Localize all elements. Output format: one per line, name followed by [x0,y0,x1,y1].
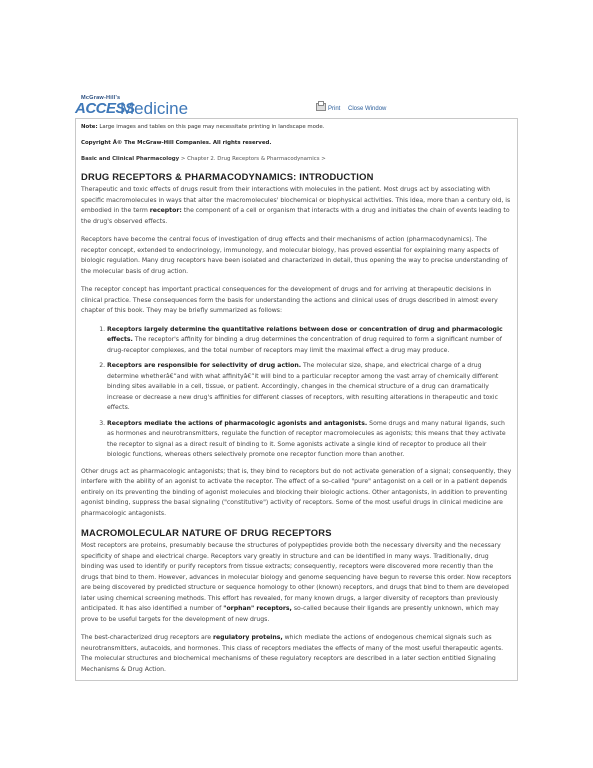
paragraph [81,541,512,625]
paragraph-text: which mediate the actions of endogenous chemical signals such as neurotransmitters, autacoids, and hormones. This class of receptors mediates the effects of many of the most useful therapeutic agents. The molecular structures and biochemical mechanisms of these regulatory receptors are described in a later section entitled Signaling Mechanisms & Drug Action. [81,634,504,673]
paragraph-text: The best-characterized drug receptors are [81,634,213,641]
list-item-text: The receptor's affinity for binding a drug determines the concentration of drug required to form a significant number of drug-receptor complexes, and the total number of receptors may limit the maximal effect a drug may produce. [107,336,502,354]
term-regulatory-proteins: regulatory proteins, [212,634,283,641]
list-item-heading: Receptors largely determine the quantitative relations between dose or concentration of drug and pharmacologic effects. [107,325,503,343]
close-window-link[interactable]: Close Window [348,106,387,112]
section-heading-introduction: DRUG RECEPTORS & PHARMACODYNAMICS: INTRODUCTION [81,171,374,182]
logo-medicine-text: Medicine [120,99,189,118]
printer-icon[interactable] [316,103,326,111]
toolbar [316,103,386,112]
paragraph-text: so-called because their ligands are presently unknown, which may prove to be useful targets for the development of new drugs. [81,605,499,623]
print-link[interactable]: Print [328,106,341,112]
breadcrumb-separator: > [319,156,326,162]
list-item-heading: Receptors are responsible for selectivity of drug action. [107,362,302,369]
page-header [75,96,518,118]
list-item [107,325,512,357]
section-heading-macromolecular: MACROMOLECULAR NATURE OF DRUG RECEPTORS [81,527,332,538]
copyright-notice [81,139,512,147]
list-item [107,361,512,414]
list-item-heading: Receptors mediate the actions of pharmacologic agonists and antagonists. [107,419,368,427]
list-item-text: The molecular size, shape, and electrical charge of a drug determine whetherâ€”and with what affinityâ€”it will bind to a particular receptor among the vast array of chemically different binding sites available in a cell, tissue, or patient. Accordingly, changes in the chemical structure of a drug can dramatically increase or decrease a new drug's affinities for different classes of receptors, with resulting alterations in therapeutic and toxic effects. [107,362,499,411]
paragraph [81,633,512,675]
print-note [81,123,512,131]
paragraph: Receptors have become the central focus of investigation of drug effects and their mechanisms of action (pharmacodynamics). The receptor concept, extended to endocrinology, immunology, and molecular biology, has proved essential for explaining many aspects of biologic regulation. Many drug receptors have been isolated and characterized in detail, thus opening the way to precise understanding of the molecular basis of drug action. [81,236,508,275]
term-receptor: receptor: [149,207,182,214]
breadcrumb [81,155,512,163]
logo-access-text: ACCESS [75,100,135,117]
paragraph-text: the component of a cell or organism that interacts with a drug and initiates the chain of events leading to the drug's observed effects. [81,207,510,225]
toolbar-separator [343,106,345,112]
breadcrumb-book-link[interactable]: Basic and Clinical Pharmacology [81,156,180,162]
article-content [75,118,518,681]
list-item-text: Some drugs and many natural ligands, such as hormones and neurotransmitters, regulate the function of receptor macromolecules as agonists; this means that they activate the receptor to signal as a direct result of binding to it. Some agonists activate a single kind of receptor to produce all their biologic functions, whereas others selectively promote one receptor function more than another. [107,419,506,458]
note-label: Note: [81,124,98,130]
logo-publisher-text: McGraw-Hill's [81,95,121,101]
paragraph-text: Therapeutic and toxic effects of drugs result from their interactions with molecules in the patient. Most drugs act by associating with specific macromolecules in ways that alter the macromolecules' biochemical or biophysical activities. This idea, more than a century old, is embodied in the term [81,186,511,214]
note-text: Large images and tables on this page may necessitate printing in landscape mode. [97,124,325,130]
paragraph: The receptor concept has important practical consequences for the development of drugs and for arriving at therapeutic decisions in clinical practice. These consequences form the basis for understanding the actions and clinical uses of drugs described in almost every chapter of this book. They may be briefly summarized as follows: [81,286,498,314]
paragraph: Other drugs act as pharmacologic antagonists; that is, they bind to receptors but do not activate generation of a signal; consequently, they interfere with the ability of an agonist to activate the receptor. The effect of a so-called "pure" antagonist on a cell or in a patient depends entirely on its preventing the binding of agonist molecules and blocking their biologic actions. Other antagonists, in addition to preventing agonist binding, suppress the basal signaling ("constitutive") activity of receptors. Some of the most useful drugs in clinical medicine are pharmacologic antagonists. [81,467,512,517]
consequences-list [81,325,512,461]
term-orphan-receptors: "orphan" receptors, [223,605,292,612]
breadcrumb-chapter-link[interactable]: Chapter 2. Drug Receptors & Pharmacodynamics [187,156,320,162]
paragraph [81,185,512,227]
breadcrumb-separator: > [179,156,188,162]
paragraph-text: Most receptors are proteins, presumably because the structures of polypeptides provide both the necessary diversity and the necessary specificity of shape and electrical charge. Receptors vary greatly in structure and can be identified in many ways. Traditionally, drug binding was used to identify or purify receptors from tissue extracts; consequently, receptors were discovered more recently than the drugs that bind to them. However, advances in molecular biology and genome sequencing have begun to reverse this order. Now receptors are being discovered by predicted structure or sequence homology to other (known) receptors, and drugs that bind to them are developed later using chemical screening methods. This effort has revealed, for many known drugs, a larger diversity of receptors than previously anticipated. It has also identified a number of [81,542,512,612]
copyright-text: Copyright Â© The McGraw-Hill Companies. All rights reserved. [81,140,272,146]
list-item [107,419,512,461]
